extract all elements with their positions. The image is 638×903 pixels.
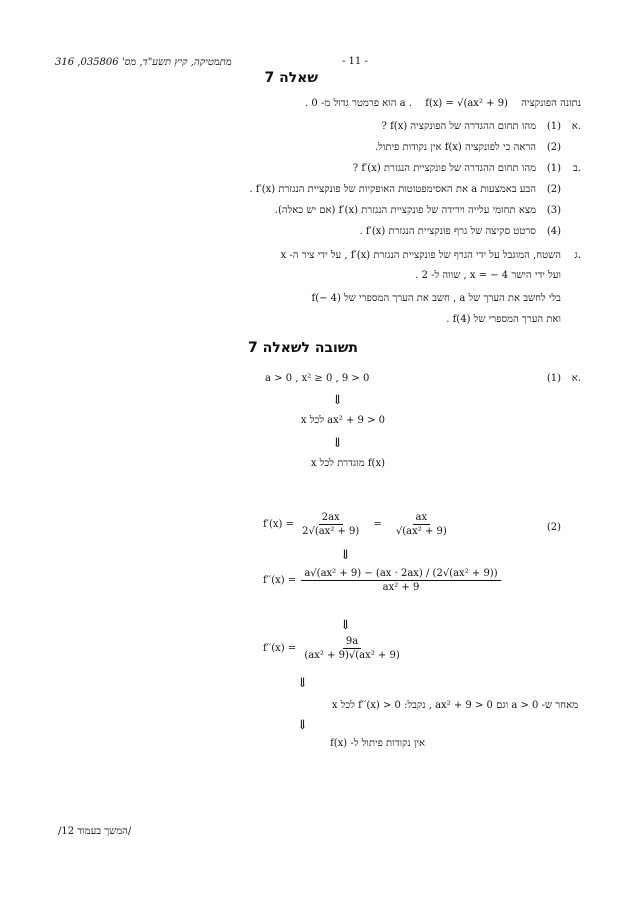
answer-a-num: (1) [546, 373, 561, 384]
part-g-line: ועל ידי הישר x = − 4 , שווה ל- 2 . [415, 270, 561, 281]
fraction-denominator: ax² + 9 [382, 582, 420, 593]
item-letter: ב. [572, 163, 581, 174]
answer-a-line3: x מוגדרת לכל f(x) [310, 458, 385, 469]
item-num: (3) [546, 205, 561, 216]
fraction-numerator: a√(ax² + 9) − (ax · 2ax) / (2√(ax² + 9)) [301, 568, 500, 581]
fraction [301, 568, 500, 593]
page-number: - 11 - [342, 56, 368, 67]
intro-label: נתונה הפונקציה [521, 98, 581, 109]
fpp-lhs: f′′(x) = [263, 643, 297, 654]
fp-lhs: f′(x) = [263, 519, 294, 530]
fraction-numerator: ax [413, 512, 431, 525]
fpp-lhs: f′′(x) = [263, 575, 297, 586]
conclusion-line: מאחר ש- a > 0 וגם ax² + 9 > 0 , נקבל: f′′(x) > 0 לכל x [331, 700, 578, 711]
conclusion-final: אין נקודות פיתול ל- f(x) [330, 738, 425, 749]
continue-note: /המשך בעמוד 12/ [58, 826, 132, 837]
item-text: מצא תחומי עלייה וירידה של פונקציית הנגזרת f′(x) (אם יש כאלה). [274, 205, 536, 216]
answer-title: תשובה לשאלה 7 [247, 340, 358, 356]
derivative-first [263, 512, 450, 537]
fraction-numerator: 9a [343, 636, 361, 649]
answer-a-line2: x לכל ax² + 9 > 0 [300, 415, 385, 426]
part-g-letter: ג. [574, 250, 581, 261]
answer-a-letter: א. [571, 373, 581, 384]
fraction-denominator: 2√(ax² + 9) [302, 526, 360, 537]
item-num: (2) [546, 184, 561, 195]
answer-a-line1: a > 0 , x² ≥ 0 , 9 > 0 [265, 373, 370, 384]
arrow-down-icon: ⇓ [297, 718, 308, 733]
answer-b-num: (2) [546, 522, 561, 533]
question-title: שאלה 7 [264, 70, 318, 86]
fraction-numerator: 2ax [319, 512, 343, 525]
fraction [301, 636, 402, 661]
fraction [299, 512, 362, 537]
item-text: מהו תחום ההגדרה של פונקציית הנגזרת f′(x) ? [352, 163, 536, 174]
equals-sign: = [373, 519, 382, 530]
arrow-down-icon: ⇓ [340, 618, 351, 633]
item-text: הבע באמצעות a את האסימפטוטות האופקיות של פונקציית הנגזרת f′(x) . [249, 184, 536, 195]
arrow-down-icon: ⇓ [332, 393, 343, 408]
item-text: סרטט סקיצה של גרף פונקציית הנגזרת f′(x) . [359, 226, 536, 237]
arrow-down-icon: ⇓ [297, 676, 308, 691]
arrow-down-icon: ⇓ [332, 436, 343, 451]
fraction-denominator: √(ax² + 9) [395, 526, 447, 537]
part-g-line: השטח, המוגבל על ידי הגרף של פונקציית הנגזרת f′(x) , על ידי ציר ה- x [280, 250, 561, 261]
item-text: מהו תחום ההגדרה של הפונקציה f(x) ? [381, 121, 536, 132]
intro-tail: . a הוא פרמטר גדול מ- 0 . [305, 98, 412, 109]
part-g-line: ואת הערך המספרי של f(4) . [446, 314, 561, 325]
part-g-line: בלי לחשב את הערך של a , חשב את הערך המספרי של f(− 4) [311, 293, 561, 304]
intro-formula: f(x) = √(ax² + 9) [425, 98, 508, 109]
item-text: הראה כי לפונקציה f(x) אין נקודות פיתול. [374, 142, 536, 153]
header-source: מתמטיקה, קיץ תשע"ד, מס' 035806, 316 [55, 57, 232, 68]
fraction [393, 512, 450, 537]
question-intro [61, 98, 581, 109]
item-num: (1) [546, 121, 561, 132]
derivative-second-simplified [263, 636, 403, 661]
item-letter: א. [571, 121, 581, 132]
item-num: (4) [546, 226, 561, 237]
arrow-down-icon: ⇓ [340, 548, 351, 563]
derivative-second [263, 568, 501, 593]
item-num: (1) [546, 163, 561, 174]
fraction-denominator: (ax² + 9)√(ax² + 9) [304, 650, 400, 661]
item-num: (2) [546, 142, 561, 153]
